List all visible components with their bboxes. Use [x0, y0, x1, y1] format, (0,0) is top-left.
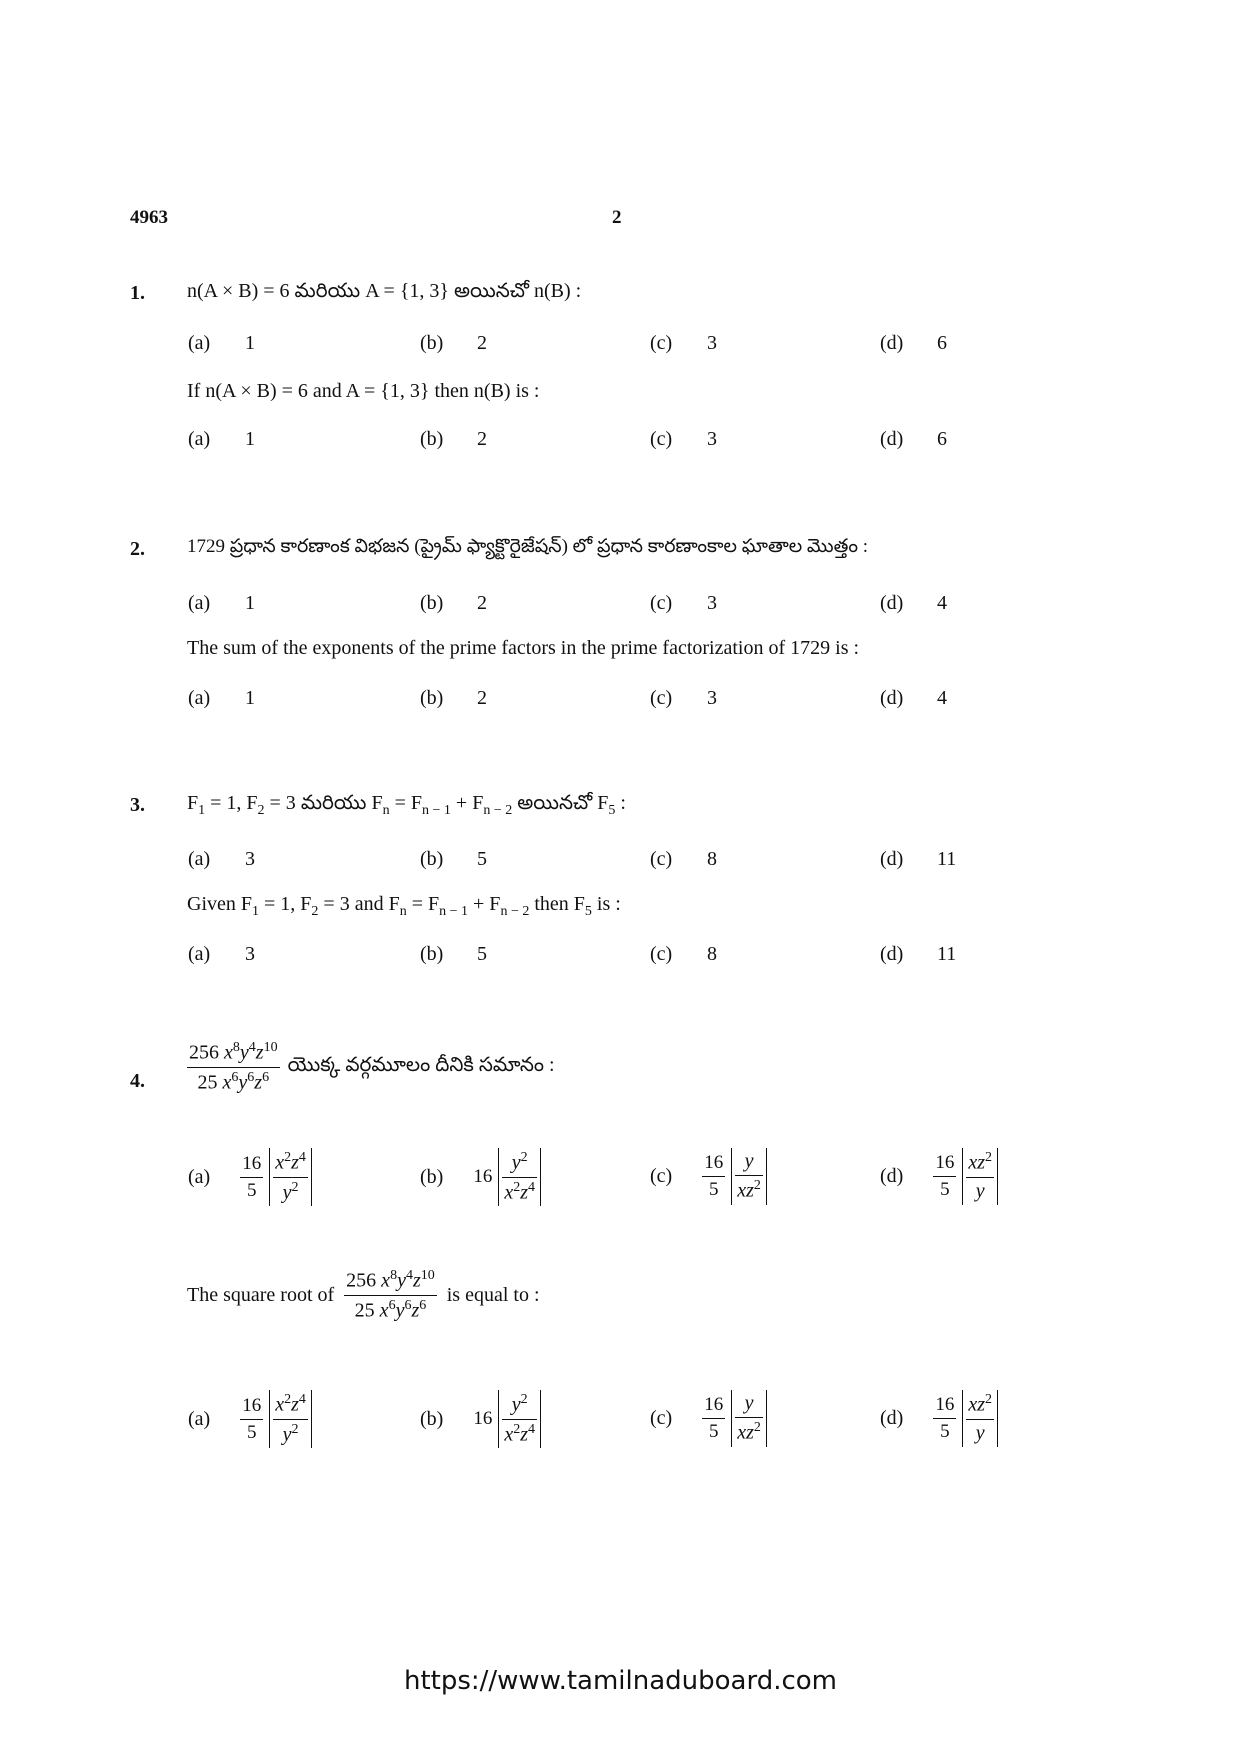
question-1-telugu: n(A × B) = 6 మరియు A = {1, 3} అయినచో n(B) :: [187, 280, 582, 302]
option-c-value: 3: [707, 687, 717, 709]
option-b-value: 2: [477, 332, 487, 354]
option-a-value: 3: [245, 943, 255, 965]
q4-option-b-english: (b) 16 $\frac{y^2}{x^2z^4}$: [420, 1390, 541, 1448]
question-2-telugu: 1729 ప్రధాన కారణాంక విభజన (ప్రైమ్ ఫ్యాక్టొరైజేషన్) లో ప్రధాన కారణాంకాల ఘాతాల మొత్తం :: [187, 536, 869, 557]
option-d-value: 11: [937, 848, 957, 870]
option-b-value: 2: [477, 592, 487, 614]
q4-option-c: (c) $\frac{16}{5}$ $\frac{y}{xz^2}$: [650, 1148, 767, 1205]
option-c-value: 8: [707, 848, 717, 870]
word-then: then: [534, 893, 569, 915]
word-given: Given: [187, 893, 236, 915]
option-b-label: (b): [420, 592, 444, 614]
option-c-value: 3: [707, 332, 717, 354]
option-a-label: (a): [188, 943, 211, 965]
option-b-label: (b): [420, 687, 444, 709]
option-c-value: 8: [707, 943, 717, 965]
question-1-options-telugu: [0, 332, 1241, 362]
option-b-label: (b): [420, 848, 444, 870]
question-3-options-english: [0, 943, 1241, 973]
option-a-value: 1: [245, 687, 255, 709]
option-b-value: 5: [477, 848, 487, 870]
question-3-telugu: $F_1 = 1$, $F_2 = 3$ మరియు $F_n = F_{n - 1} + F_{n - 2}$ అయినచో $F_5$ :: [187, 792, 626, 818]
question-4-english: [187, 1268, 540, 1322]
option-d-label: (d): [880, 848, 904, 870]
question-2-options-english: [0, 687, 1241, 717]
question-4-telugu: [187, 1040, 555, 1094]
question-4-number: 4.: [130, 1070, 145, 1092]
option-c-label: (c): [650, 428, 673, 450]
main-fraction-english: $\frac{256 x^8y^4z^{10}}{25 x^6y^6z^6}$: [346, 1268, 435, 1322]
option-d-label: (d): [880, 943, 904, 965]
page-number: 2: [612, 207, 622, 228]
option-b-value: 5: [477, 943, 487, 965]
option-b-label: (b): [420, 943, 444, 965]
option-c-label: (c): [650, 332, 673, 354]
question-2-number: 2.: [130, 538, 145, 560]
question-2-options-telugu: [0, 592, 1241, 622]
option-a-label: (a): [188, 332, 211, 354]
option-a-label: (a): [188, 428, 211, 450]
option-a-label: (a): [188, 848, 211, 870]
q4-option-c-english: (c) $\frac{16}{5}$ $\frac{y}{xz^2}$: [650, 1390, 767, 1447]
word-then-telugu: అయినచో: [517, 792, 593, 814]
main-fraction: $\frac{256 x^8y^4z^{10}}{25 x^6y^6z^6}$: [189, 1040, 278, 1094]
option-d-value: 6: [937, 332, 947, 354]
question-3-options-telugu: [0, 848, 1241, 878]
q4-option-d: (d) $\frac{16}{5}$ $\frac{xz^2}{y}$: [880, 1148, 998, 1205]
option-c-value: 3: [707, 428, 717, 450]
option-b-value: 2: [477, 428, 487, 450]
option-c-label: (c): [650, 848, 673, 870]
option-a-label: (a): [188, 687, 211, 709]
exam-code: 4963: [130, 207, 168, 228]
word-is: is :: [596, 893, 621, 915]
footer-url[interactable]: https://www.tamilnaduboard.com: [403, 1666, 838, 1696]
question-4-english-prefix: The square root of: [187, 1283, 335, 1306]
q4-option-d-english: (d) $\frac{16}{5}$ $\frac{xz^2}{y}$: [880, 1390, 998, 1447]
option-a-value: 3: [245, 848, 255, 870]
option-d-value: 4: [937, 687, 947, 709]
option-d-value: 6: [937, 428, 947, 450]
option-c-label: (c): [650, 592, 673, 614]
question-1-options-english: [0, 428, 1241, 458]
q4-option-b: (b) 16 $\frac{y^2}{x^2z^4}$: [420, 1148, 541, 1206]
question-2-english: The sum of the exponents of the prime factors in the prime factorization of 1729 is :: [187, 637, 860, 659]
option-d-label: (d): [880, 687, 904, 709]
option-b-label: (b): [420, 428, 444, 450]
question-3-english: Given $F_1 = 1$, $F_2 = 3$ and $F_n = F_{n - 1} + F_{n - 2}$ then $F_5$ is :: [187, 893, 621, 919]
option-c-value: 3: [707, 592, 717, 614]
option-a-value: 1: [245, 592, 255, 614]
option-b-value: 2: [477, 687, 487, 709]
option-d-label: (d): [880, 592, 904, 614]
option-a-value: 1: [245, 332, 255, 354]
question-1-number: 1.: [130, 282, 145, 304]
option-b-label: (b): [420, 332, 444, 354]
q4-option-a-english: (a) $\frac{16}{5}$ $\frac{x^2z^4}{y^2}$: [188, 1390, 312, 1448]
option-c-label: (c): [650, 687, 673, 709]
option-a-value: 1: [245, 428, 255, 450]
option-c-label: (c): [650, 943, 673, 965]
option-d-value: 4: [937, 592, 947, 614]
word-and: and: [354, 893, 384, 915]
option-d-label: (d): [880, 428, 904, 450]
question-4-telugu-text: యొక్క వర్గమూలం దీనికి సమానం :: [287, 1053, 555, 1076]
q4-option-a: (a) $\frac{16}{5}$ $\frac{x^2z^4}{y^2}$: [188, 1148, 312, 1206]
option-d-value: 11: [937, 943, 957, 965]
option-d-label: (d): [880, 332, 904, 354]
question-4-english-suffix: is equal to :: [446, 1283, 540, 1306]
question-3-number: 3.: [130, 794, 145, 816]
word-and-telugu: మరియు: [300, 792, 367, 814]
option-a-label: (a): [188, 592, 211, 614]
question-1-english: If n(A × B) = 6 and A = {1, 3} then n(B) is :: [187, 380, 540, 402]
